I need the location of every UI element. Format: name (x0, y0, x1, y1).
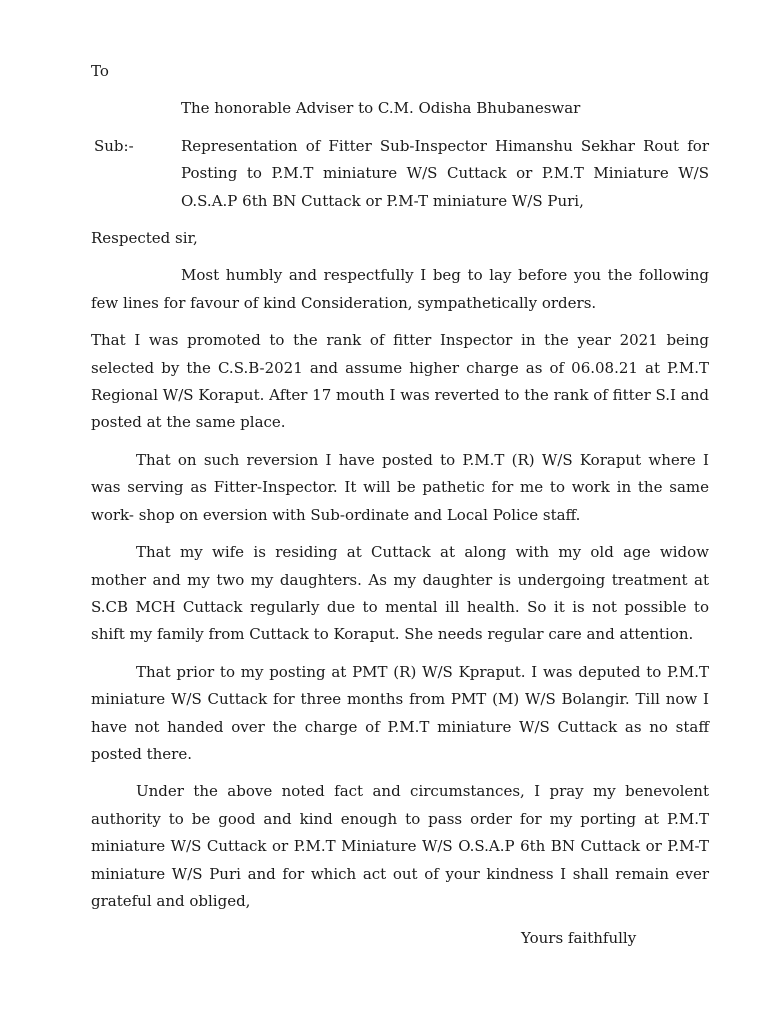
body-paragraph-intro: Most humbly and respectfully I beg to lay before you the following few lines for favour of kind Consideration, sympathetically orders. (91, 266, 709, 312)
to-line: To (91, 62, 109, 80)
body-paragraph-family: That my wife is residing at Cuttack at along with my old age widow mother and my two my daughters. As my daughter is undergoing treatment at S.CB MCH Cuttack regularly due to mental ill health. So it is not possible to shift my family from Cuttack to Koraput. She needs regular care and attention. (91, 543, 709, 644)
subject-text: Representation of Fitter Sub-Inspector Himanshu Sekhar Rout for Posting to P.M.T miniature W/S Cuttack or P.M.T Miniature W/S O.S.A.P 6th BN Cuttack or P.M-T miniature W/S Puri, (181, 136, 709, 210)
body-paragraph-reversion: That on such reversion I have posted to P.M.T (R) W/S Koraput where I was serving as Fitter-Inspector. It will be pathetic for me to work in the same work- shop on eversion with Sub-ordinate and Local Police staff. (91, 450, 709, 524)
body-paragraph-deputation: That prior to my posting at PMT (R) W/S Kpraput. I was deputed to P.M.T miniature W/S Cuttack for three months from PMT (M) W/S Bolangir. Till now I have not handed over the charge of P.M.T miniature W/S Cuttack as no staff posted there. (91, 662, 709, 763)
body-paragraph-request: Under the above noted fact and circumstances, I pray my benevolent authority to be good and kind enough to pass order for my porting at P.M.T miniature W/S Cuttack or P.M.T Miniature W/S O.S.A.P 6th BN Cuttack or P.M-T miniature W/S Puri and for which act out of your kindness I shall remain ever grateful and obliged, (91, 782, 709, 910)
recipient-line: The honorable Adviser to C.M. Odisha Bhubaneswar (181, 99, 581, 118)
closing-line: Yours faithfully (521, 929, 637, 948)
subject-block (91, 133, 709, 215)
letter-page (91, 58, 709, 953)
body-paragraph-promotion: That I was promoted to the rank of fitter Inspector in the year 2021 being selected by the C.S.B-2021 and assume higher charge as of 06.08.21 at P.M.T Regional W/S Koraput. After 17 mouth I was reverted to the rank of fitter S.I and posted at the same place. (91, 331, 709, 432)
subject-label: Sub:- (94, 136, 134, 155)
salutation: Respected sir, (91, 229, 198, 248)
